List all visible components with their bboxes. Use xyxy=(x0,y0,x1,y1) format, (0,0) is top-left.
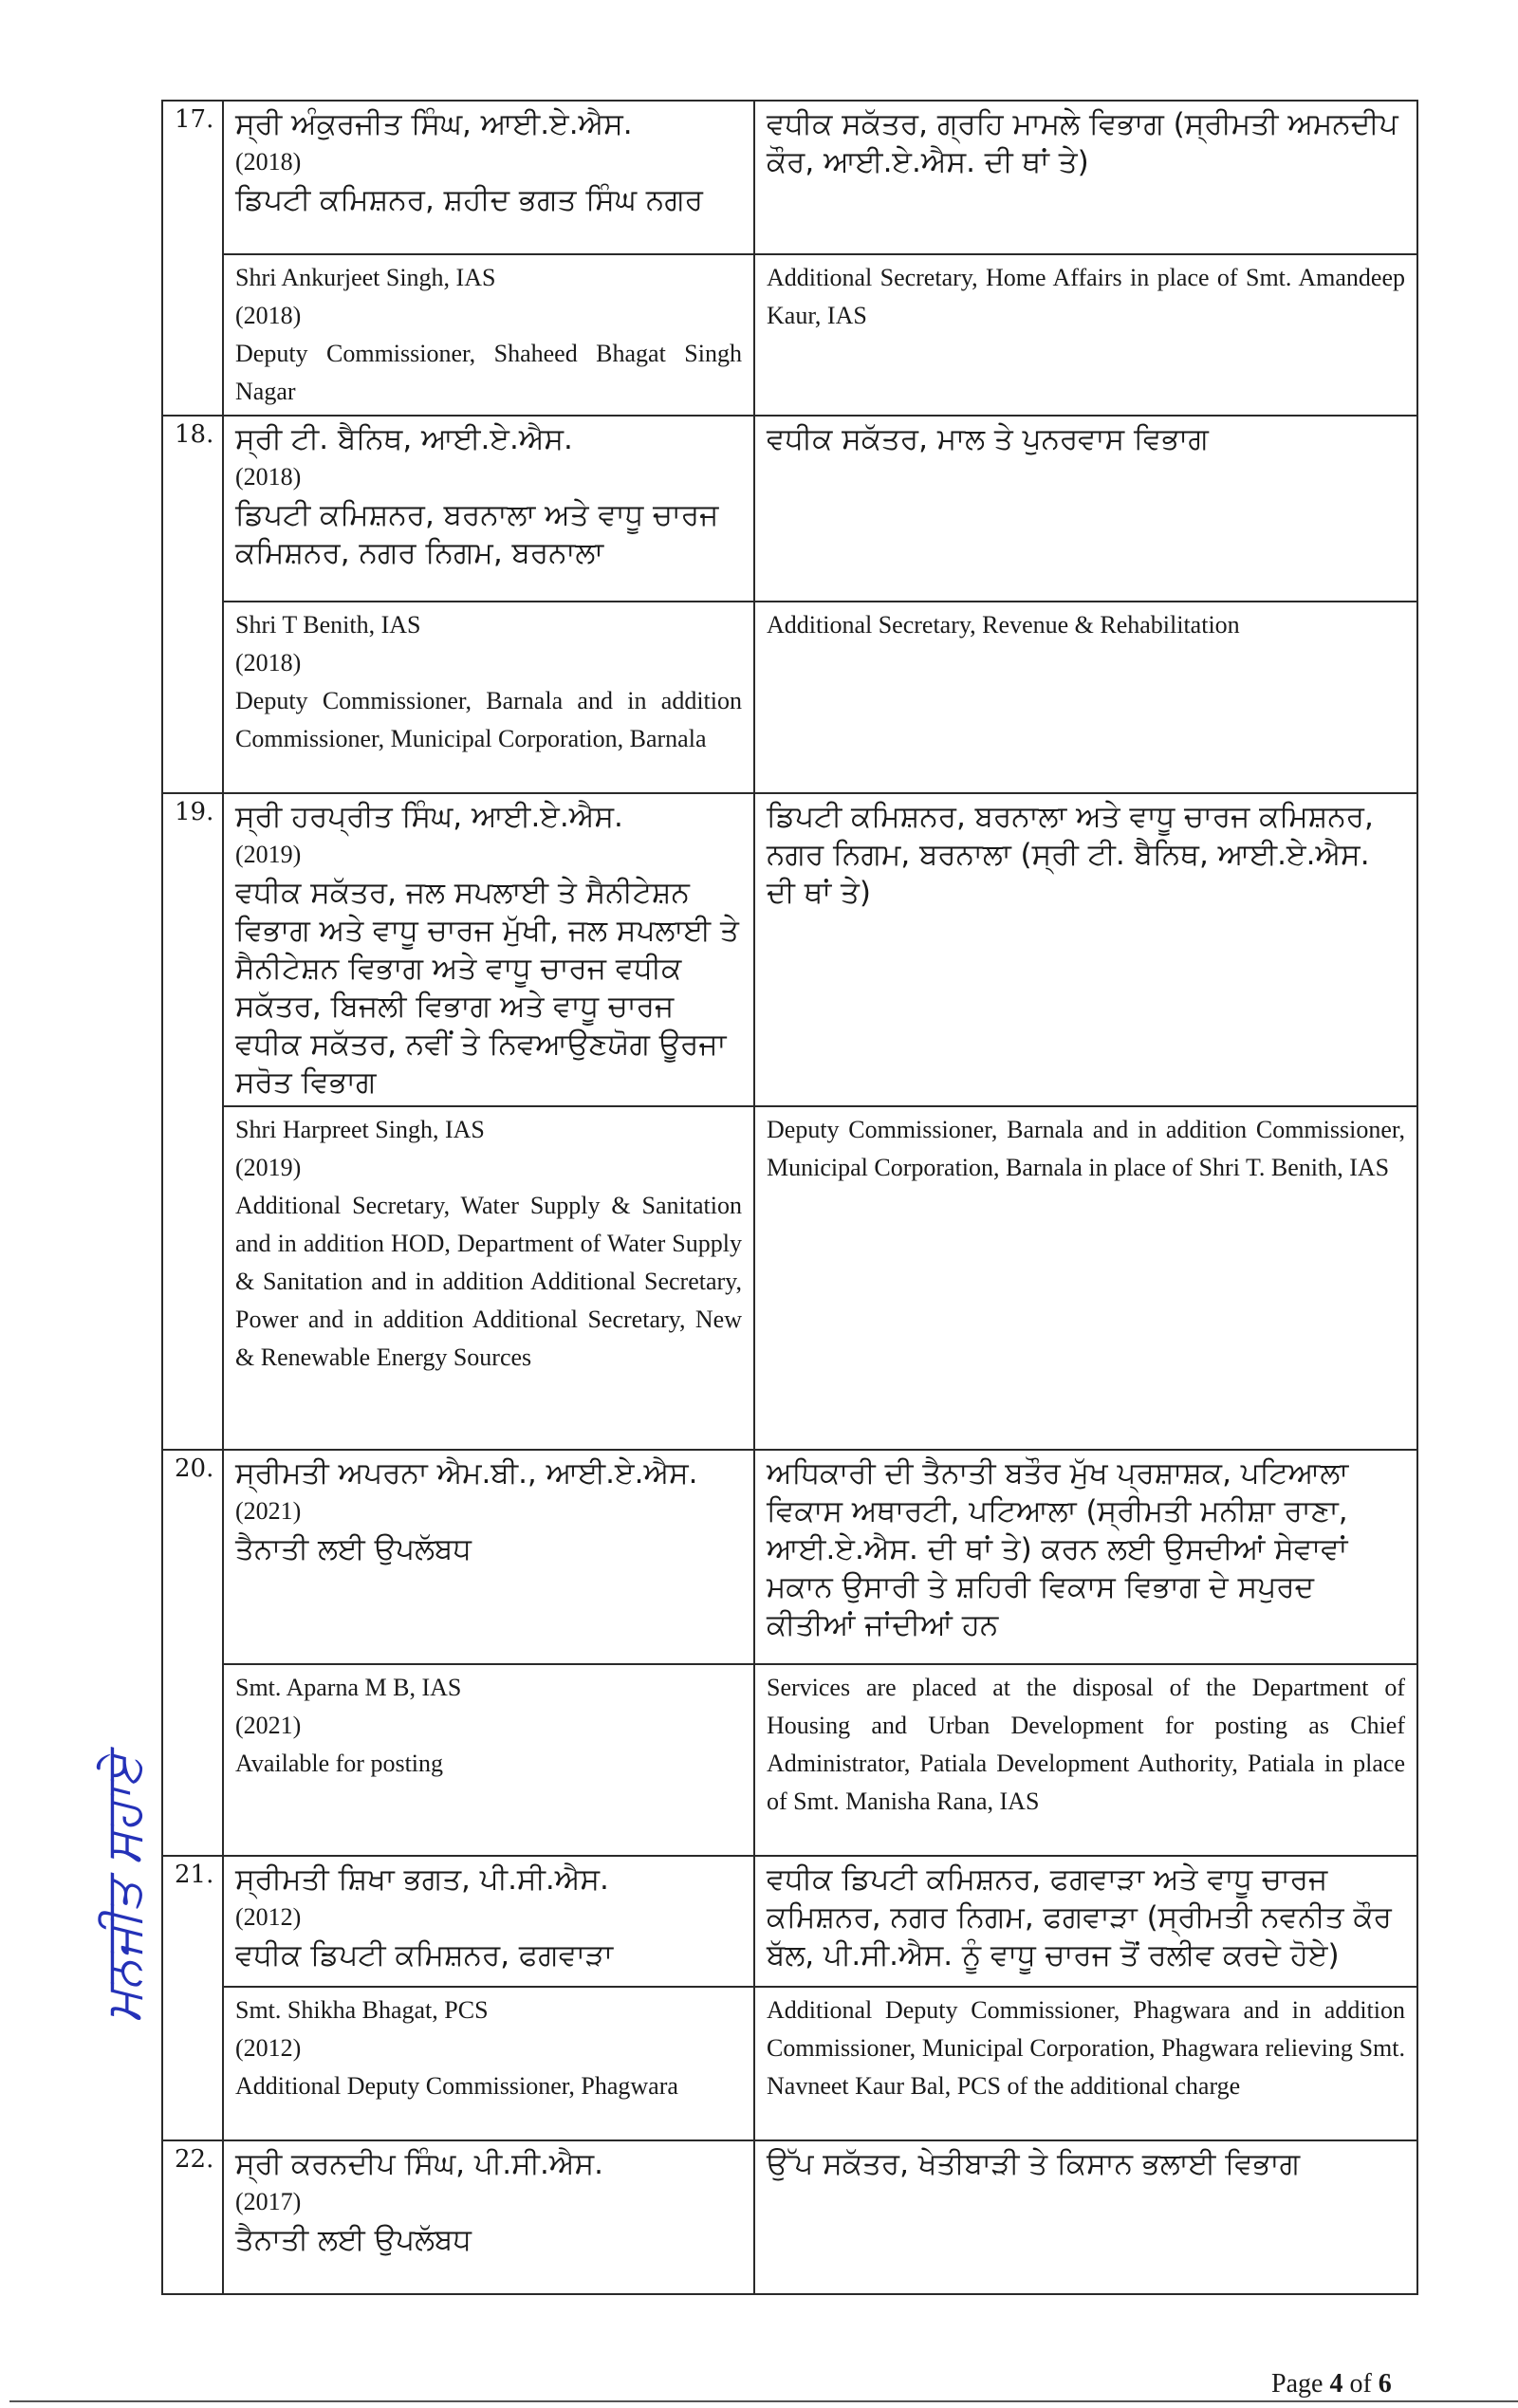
officer-name: Smt. Aparna M B, IAS xyxy=(235,1674,462,1701)
new-posting-punjabi: ਉੱਪ ਸਕੱਤਰ, ਖੇਤੀਬਾੜੀ ਤੇ ਕਿਸਾਨ ਭਲਾਈ ਵਿਭਾਗ xyxy=(754,2140,1417,2294)
officer-cell-english xyxy=(223,1664,754,1856)
new-posting-english: Additional Secretary, Home Affairs in place of Smt. Amandeep Kaur, IAS xyxy=(754,254,1417,416)
officer-batch: (2012) xyxy=(235,1903,302,1931)
table-row xyxy=(162,793,1417,1106)
current-posting: Deputy Commissioner, Barnala and in addition Commissioner, Municipal Corporation, Barnala xyxy=(235,687,742,752)
officer-name: Smt. Shikha Bhagat, PCS xyxy=(235,1996,489,2024)
officer-cell-english xyxy=(223,254,754,416)
table-row xyxy=(162,101,1417,254)
serial-number: 20. xyxy=(162,1450,223,1856)
officer-batch: (2019) xyxy=(235,1154,302,1181)
current-posting: ਤੈਨਾਤੀ ਲਈ ਉਪਲੱਬਧ xyxy=(235,2223,472,2257)
table-row xyxy=(162,1664,1417,1856)
page-footer xyxy=(1271,2369,1392,2399)
officer-name: ਸ੍ਰੀ ਟੀ. ਬੈਨਿਥ, ਆਈ.ਏ.ਐਸ. xyxy=(235,422,573,456)
current-posting: Deputy Commissioner, Shaheed Bhagat Singh Nagar xyxy=(235,340,742,405)
serial-number: 21. xyxy=(162,1856,223,2140)
officer-batch: (2018) xyxy=(235,302,302,329)
new-posting-punjabi: ਵਧੀਕ ਡਿਪਟੀ ਕਮਿਸ਼ਨਰ, ਫਗਵਾੜਾ ਅਤੇ ਵਾਧੂ ਚਾਰਜ ਕਮਿਸ਼ਨਰ, ਨਗਰ ਨਿਗਮ, ਫਗਵਾੜਾ (ਸ੍ਰੀਮਤੀ ਨਵਨੀਤ ਕੌਰ ਬੱਲ, ਪੀ.ਸੀ.ਐਸ. ਨੂੰ ਵਾਧੂ ਚਾਰਜ ਤੋਂ ਰਲੀਵ ਕਰਦੇ ਹੋਏ) xyxy=(754,1856,1417,1987)
current-posting: ਡਿਪਟੀ ਕਮਿਸ਼ਨਰ, ਸ਼ਹੀਦ ਭਗਤ ਸਿੰਘ ਨਗਰ xyxy=(235,183,704,217)
new-posting-english: Additional Secretary, Revenue & Rehabilitation xyxy=(754,602,1417,793)
new-posting-punjabi: ਵਧੀਕ ਸਕੱਤਰ, ਗ੍ਰਹਿ ਮਾਮਲੇ ਵਿਭਾਗ (ਸ੍ਰੀਮਤੀ ਅਮਨਦੀਪ ਕੌਰ, ਆਈ.ਏ.ਐਸ. ਦੀ ਥਾਂ ਤੇ) xyxy=(754,101,1417,254)
handwritten-signature xyxy=(66,1754,153,2023)
officer-name: Shri Ankurjeet Singh, IAS xyxy=(235,264,496,291)
officer-batch: (2018) xyxy=(235,649,302,676)
new-posting-english: Additional Deputy Commissioner, Phagwara and in addition Commissioner, Municipal Corporation, Phagwara relieving Smt. Navneet Kaur Bal, PCS of the additional charge xyxy=(754,1987,1417,2140)
table-row xyxy=(162,2140,1417,2294)
officer-cell-punjabi xyxy=(223,101,754,254)
officer-batch: (2012) xyxy=(235,2034,302,2062)
officer-name: ਸ੍ਰੀ ਹਰਪ੍ਰੀਤ ਸਿੰਘ, ਆਈ.ਏ.ਐਸ. xyxy=(235,800,623,834)
current-posting: Available for posting xyxy=(235,1750,444,1777)
officer-cell-punjabi xyxy=(223,416,754,602)
serial-number: 18. xyxy=(162,416,223,793)
table-row xyxy=(162,602,1417,793)
officer-name: ਸ੍ਰੀਮਤੀ ਅਪਰਨਾ ਐਮ.ਬੀ., ਆਈ.ਏ.ਐਸ. xyxy=(235,1456,698,1491)
officer-cell-punjabi xyxy=(223,1450,754,1664)
new-posting-punjabi: ਡਿਪਟੀ ਕਮਿਸ਼ਨਰ, ਬਰਨਾਲਾ ਅਤੇ ਵਾਧੂ ਚਾਰਜ ਕਮਿਸ਼ਨਰ, ਨਗਰ ਨਿਗਮ, ਬਰਨਾਲਾ (ਸ੍ਰੀ ਟੀ. ਬੈਨਿਥ, ਆਈ.ਏ.ਐਸ. ਦੀ ਥਾਂ ਤੇ) xyxy=(754,793,1417,1106)
officer-name: Shri T Benith, IAS xyxy=(235,611,421,639)
page-label: Page xyxy=(1271,2369,1324,2399)
table-row xyxy=(162,1987,1417,2140)
officer-cell-punjabi xyxy=(223,1856,754,1987)
new-posting-punjabi: ਵਧੀਕ ਸਕੱਤਰ, ਮਾਲ ਤੇ ਪੁਨਰਵਾਸ ਵਿਭਾਗ xyxy=(754,416,1417,602)
signature-text: ਮਨਜੀਤ ਸਹਾਏ xyxy=(95,1754,153,2023)
new-posting-english: Services are placed at the disposal of the Department of Housing and Urban Development for posting as Chief Administrator, Patiala Development Authority, Patiala in place of Smt. Manisha Rana, IAS xyxy=(754,1664,1417,1856)
current-posting: ਡਿਪਟੀ ਕਮਿਸ਼ਨਰ, ਬਰਨਾਲਾ ਅਤੇ ਵਾਧੂ ਚਾਰਜ ਕਮਿਸ਼ਨਰ, ਨਗਰ ਨਿਗਮ, ਬਰਨਾਲਾ xyxy=(235,498,719,570)
officer-batch: (2017) xyxy=(235,2188,302,2215)
officer-cell-english xyxy=(223,1987,754,2140)
officer-name: ਸ੍ਰੀ ਅੰਕੁਰਜੀਤ ਸਿੰਘ, ਆਈ.ਏ.ਐਸ. xyxy=(235,107,633,141)
serial-number: 19. xyxy=(162,793,223,1450)
officer-batch: (2018) xyxy=(235,463,302,491)
new-posting-english: Deputy Commissioner, Barnala and in addition Commissioner, Municipal Corporation, Barnala in place of Shri T. Benith, IAS xyxy=(754,1106,1417,1450)
officer-cell-english xyxy=(223,1106,754,1450)
officer-cell-english xyxy=(223,602,754,793)
officer-batch: (2021) xyxy=(235,1497,302,1525)
table-row xyxy=(162,1450,1417,1664)
current-posting: Additional Deputy Commissioner, Phagwara xyxy=(235,2072,678,2100)
table-row xyxy=(162,254,1417,416)
table-row xyxy=(162,1856,1417,1987)
officer-batch: (2021) xyxy=(235,1712,302,1739)
page-total: 6 xyxy=(1378,2369,1392,2399)
new-posting-punjabi: ਅਧਿਕਾਰੀ ਦੀ ਤੈਨਾਤੀ ਬਤੌਰ ਮੁੱਖ ਪ੍ਰਸ਼ਾਸ਼ਕ, ਪਟਿਆਲਾ ਵਿਕਾਸ ਅਥਾਰਟੀ, ਪਟਿਆਲਾ (ਸ੍ਰੀਮਤੀ ਮਨੀਸ਼ਾ ਰਾਣਾ, ਆਈ.ਏ.ਐਸ. ਦੀ ਥਾਂ ਤੇ) ਕਰਨ ਲਈ ਉਸਦੀਆਂ ਸੇਵਾਵਾਂ ਮਕਾਨ ਉਸਾਰੀ ਤੇ ਸ਼ਹਿਰੀ ਵਿਕਾਸ ਵਿਭਾਗ ਦੇ ਸਪੁਰਦ ਕੀਤੀਆਂ ਜਾਂਦੀਆਂ ਹਨ xyxy=(754,1450,1417,1664)
of-label: of xyxy=(1349,2369,1372,2399)
officer-batch: (2019) xyxy=(235,841,302,868)
current-posting: ਵਧੀਕ ਸਕੱਤਰ, ਜਲ ਸਪਲਾਈ ਤੇ ਸੈਨੀਟੇਸ਼ਨ ਵਿਭਾਗ ਅਤੇ ਵਾਧੂ ਚਾਰਜ ਮੁੱਖੀ, ਜਲ ਸਪਲਾਈ ਤੇ ਸੈਨੀਟੇਸ਼ਨ ਵਿਭਾਗ ਅਤੇ ਵਾਧੂ ਚਾਰਜ ਵਧੀਕ ਸਕੱਤਰ, ਬਿਜਲੀ ਵਿਭਾਗ ਅਤੇ ਵਾਧੂ ਚਾਰਜ ਵਧੀਕ ਸਕੱਤਰ, ਨਵੀਂ ਤੇ ਨਿਵਆਉਣਯੋਗ ਊਰਜਾ ਸਰੋਤ ਵਿਭਾਗ xyxy=(235,876,739,1100)
officer-name: ਸ੍ਰੀਮਤੀ ਸ਼ਿਖਾ ਭਗਤ, ਪੀ.ਸੀ.ਐਸ. xyxy=(235,1862,609,1897)
officer-batch: (2018) xyxy=(235,148,302,176)
table-row xyxy=(162,416,1417,602)
current-posting: Additional Secretary, Water Supply & Sanitation and in addition HOD, Department of Water Supply & Sanitation and in addition Additional Secretary, Power and in addition Additional Secretary, New & Renewable Energy Sources xyxy=(235,1192,742,1371)
table-row xyxy=(162,1106,1417,1450)
officer-name: Shri Harpreet Singh, IAS xyxy=(235,1116,485,1143)
page-number: 4 xyxy=(1329,2369,1343,2399)
officer-name: ਸ੍ਰੀ ਕਰਨਦੀਪ ਸਿੰਘ, ਪੀ.ਸੀ.ਐਸ. xyxy=(235,2147,603,2181)
transfer-table xyxy=(161,100,1418,2295)
serial-number: 17. xyxy=(162,101,223,416)
footer-rule xyxy=(9,2400,1518,2402)
officer-cell-punjabi xyxy=(223,793,754,1106)
current-posting: ਤੈਨਾਤੀ ਲਈ ਉਪਲੱਬਧ xyxy=(235,1532,472,1566)
current-posting: ਵਧੀਕ ਡਿਪਟੀ ਕਮਿਸ਼ਨਰ, ਫਗਵਾੜਾ xyxy=(235,1938,614,1973)
officer-cell-punjabi xyxy=(223,2140,754,2294)
serial-number: 22. xyxy=(162,2140,223,2294)
